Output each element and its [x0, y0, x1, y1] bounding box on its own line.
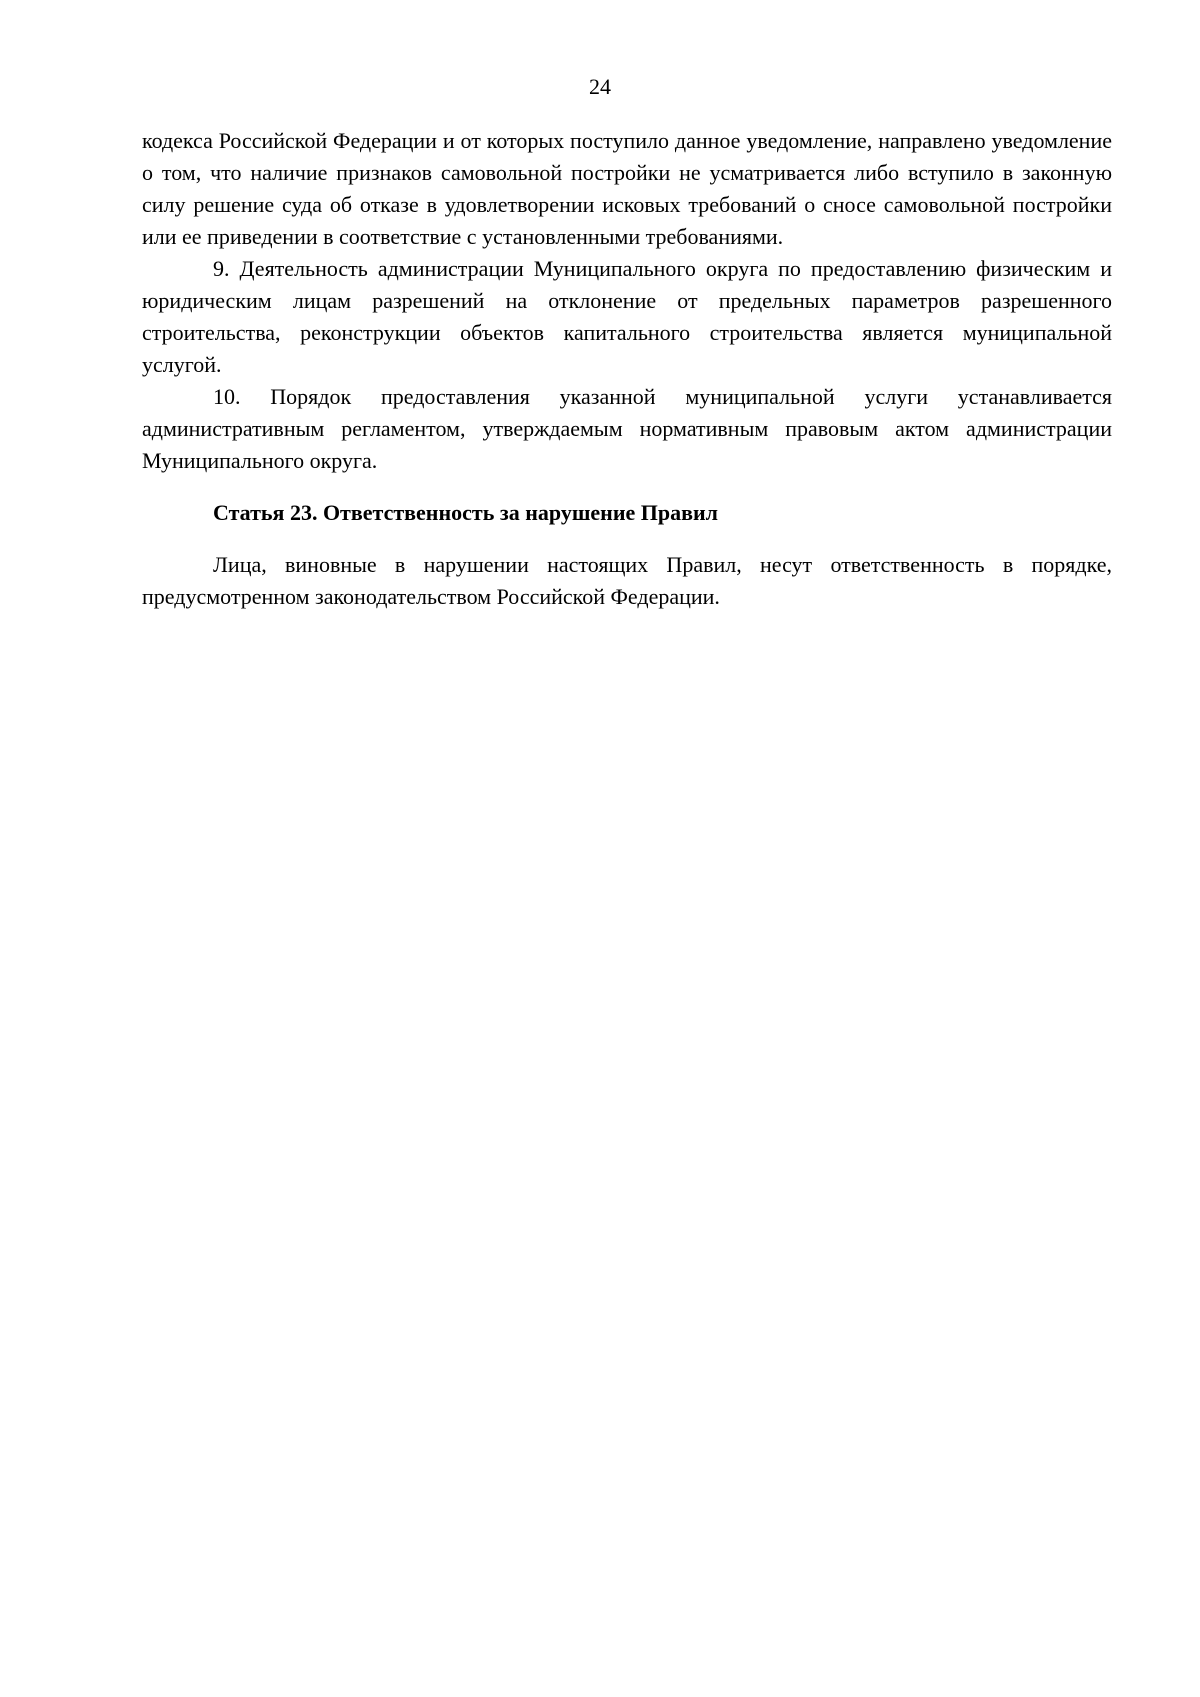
paragraph-item-9: 9. Деятельность администрации Муниципального округа по предоставлению физическим и юридическим лицам разрешений на отклонение от предельных параметров разрешенного строительства, реконструкции объектов капитального строительства является муниципальной услугой.	[142, 256, 1112, 377]
page-number: 24	[589, 74, 611, 99]
document-body	[142, 125, 1112, 613]
paragraph-item-10: 10. Порядок предоставления указанной муниципальной услуги устанавливается административным регламентом, утверждаемым нормативным правовым актом администрации Муниципального округа.	[142, 384, 1112, 473]
article-heading: Статья 23. Ответственность за нарушение Правил	[213, 500, 719, 525]
article-paragraph: Лица, виновные в нарушении настоящих Правил, несут ответственность в порядке, предусмотренном законодательством Российской Федерации.	[142, 552, 1112, 609]
paragraph-continuation: кодекса Российской Федерации и от которых поступило данное уведомление, направлено уведомление о том, что наличие признаков самовольной постройки не усматривается либо вступило в законную силу решение суда об отказе в удовлетворении исковых требований о сносе самовольной постройки или ее приведении в соответствие с установленными требованиями.	[142, 128, 1112, 249]
